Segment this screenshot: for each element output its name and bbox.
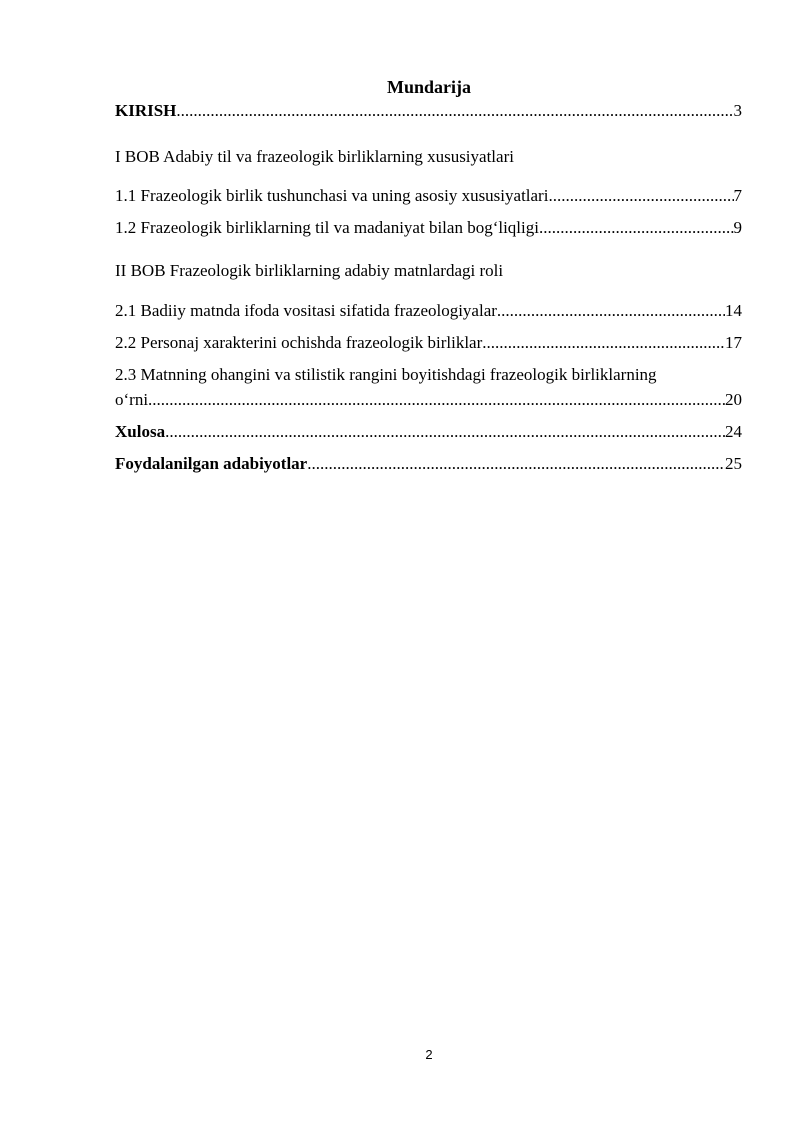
toc-page-number: 20 xyxy=(725,390,742,409)
toc-page-number: 7 xyxy=(733,186,742,205)
toc-entry-references[interactable] xyxy=(115,453,742,475)
toc-entry-label: 1.1 Frazeologik birlik tushunchasi va uning asosiy xususiyatlari xyxy=(115,186,549,205)
toc-entry-2-2[interactable] xyxy=(115,332,742,354)
dot-leader xyxy=(148,389,725,411)
toc-entry-label: 2.2 Personaj xarakterini ochishda frazeologik birliklar xyxy=(115,333,483,352)
toc-entry-1-1[interactable] xyxy=(115,185,742,207)
toc-entry-2-3-line1[interactable]: 2.3 Matnning ohangini va stilistik rangini boyitishdagi frazeologik birliklarning xyxy=(115,365,657,384)
toc-entry-label: Xulosa xyxy=(115,422,166,441)
toc-page-number: 24 xyxy=(725,422,742,441)
toc-page-number: 3 xyxy=(733,101,742,120)
toc-entry-conclusion[interactable] xyxy=(115,421,742,443)
toc-entry-intro[interactable] xyxy=(115,100,742,122)
page-number: 2 xyxy=(425,1047,433,1062)
toc-entry-2-1[interactable] xyxy=(115,300,742,322)
toc-entry-label: KIRISH xyxy=(115,101,177,120)
toc-entry-label: 2.1 Badiiy matnda ifoda vositasi sifatida frazeologiyalar xyxy=(115,301,497,320)
dot-leader xyxy=(482,332,725,354)
dot-leader xyxy=(165,421,725,443)
toc-page-number: 9 xyxy=(733,218,742,237)
dot-leader xyxy=(497,300,725,322)
toc-chapter-1[interactable]: I BOB Adabiy til va frazeologik birliklarning xususiyatlari xyxy=(115,147,514,166)
page-title: Mundarija xyxy=(386,77,471,97)
toc-entry-2-3[interactable] xyxy=(115,389,742,411)
toc-chapter-2[interactable]: II BOB Frazeologik birliklarning adabiy matnlardagi roli xyxy=(115,261,504,280)
toc-entry-label: o‘rni xyxy=(115,390,149,409)
toc-page-number: 17 xyxy=(725,333,742,352)
toc-entry-label: Foydalanilgan adabiyotlar xyxy=(115,454,308,473)
toc-entry-1-2[interactable] xyxy=(115,217,742,239)
dot-leader xyxy=(176,100,733,122)
dot-leader xyxy=(307,453,725,475)
toc-entry-label: 1.2 Frazeologik birliklarning til va madaniyat bilan bog‘liqligi xyxy=(115,218,539,237)
dot-leader xyxy=(539,217,734,239)
toc-page-number: 25 xyxy=(725,454,742,473)
toc-page-number: 14 xyxy=(725,301,742,320)
dot-leader xyxy=(548,185,733,207)
